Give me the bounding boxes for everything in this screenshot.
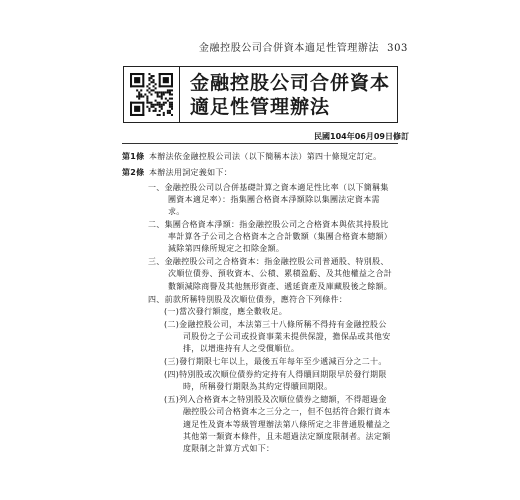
page-number: 303 bbox=[387, 43, 408, 54]
body-line: 三、金融控股公司之合格資本：指金融控股公司普通股、特別股、 bbox=[148, 257, 389, 266]
body-line: 度限制之計算方式如下： bbox=[183, 444, 275, 453]
body-line: 司股份之子公司或投資事業未提供保證，擔保品或其他安 bbox=[183, 332, 391, 341]
article-1-label: 第1條 bbox=[122, 152, 145, 161]
body-line: (三)發行期限七年以上，最後五年每年至少遞減百分之二十。 bbox=[164, 357, 387, 366]
body-line: 一、金融控股公司以合併基礎計算之資本適足性比率（以下簡稱集 bbox=[148, 183, 389, 192]
body-line: 其他第一類資本條件，且未超過法定額度限制者。法定額 bbox=[183, 432, 391, 441]
qr-code-icon bbox=[124, 67, 180, 122]
body-line: 四、前款所稱特別股及次順位債券，應符合下列條件： bbox=[148, 295, 348, 304]
body-line: 時，所稱發行期限為其約定得贖回期限。 bbox=[183, 382, 333, 391]
article-2-text: 本辦法用詞定義如下： bbox=[149, 168, 232, 177]
title-box bbox=[123, 66, 398, 123]
revision-date: 民國104年06月09日修訂 bbox=[314, 132, 409, 141]
article-2-label: 第2條 bbox=[122, 168, 145, 177]
body-line: (二)金融控股公司，本法第三十八條所稱不得持有金融控股公 bbox=[164, 320, 387, 329]
body-line: (一)當次發行額度，應全數收足。 bbox=[164, 307, 288, 316]
running-title: 金融控股公司合併資本適足性管理辦法 bbox=[198, 43, 380, 54]
body-line: 數額減除商譽及其他無形資產、遞延資產及庫藏股後之餘額。 bbox=[168, 282, 393, 291]
title-line-1: 金融控股公司合併資本 bbox=[190, 72, 391, 94]
body-line: 排，以增進持有人之受償順位。 bbox=[183, 344, 300, 353]
divider bbox=[122, 143, 398, 144]
body-line: (四)特別股或次順位債券約定持有人得贖回期限早於發行期限 bbox=[164, 370, 387, 379]
body-line: 減除第四條所規定之扣除金額。 bbox=[168, 244, 285, 253]
body-line: 二、集團合格資本淨額：指金融控股公司之合格資本與依其持股比 bbox=[148, 220, 389, 229]
page-title bbox=[190, 71, 390, 119]
body-line: (五)列入合格資本之特別股及次順位債券之總額，不得超過金 bbox=[164, 395, 387, 404]
body-line: 融控股公司合格資本之三分之一，但不包括符合銀行資本 bbox=[183, 407, 391, 416]
body-line: 次順位債券、預收資本、公積、累積盈虧、及其他權益之合計 bbox=[168, 269, 393, 278]
body-line: 適足性及資本等級管理辦法第八條所定之非普通股權益之 bbox=[183, 420, 391, 429]
running-header bbox=[199, 39, 408, 54]
body-line: 求。 bbox=[168, 207, 185, 216]
body-line: 率計算各子公司之合格資本之合計數額（集團合格資本總額） bbox=[168, 232, 393, 241]
title-line-2: 適足性管理辦法 bbox=[190, 96, 331, 118]
article-1-text: 本辦法依金融控股公司法（以下簡稱本法）第四十條規定訂定。 bbox=[149, 152, 382, 161]
body-line: 團資本適足率）：指集團合格資本淨額除以集團法定資本需 bbox=[168, 195, 380, 204]
